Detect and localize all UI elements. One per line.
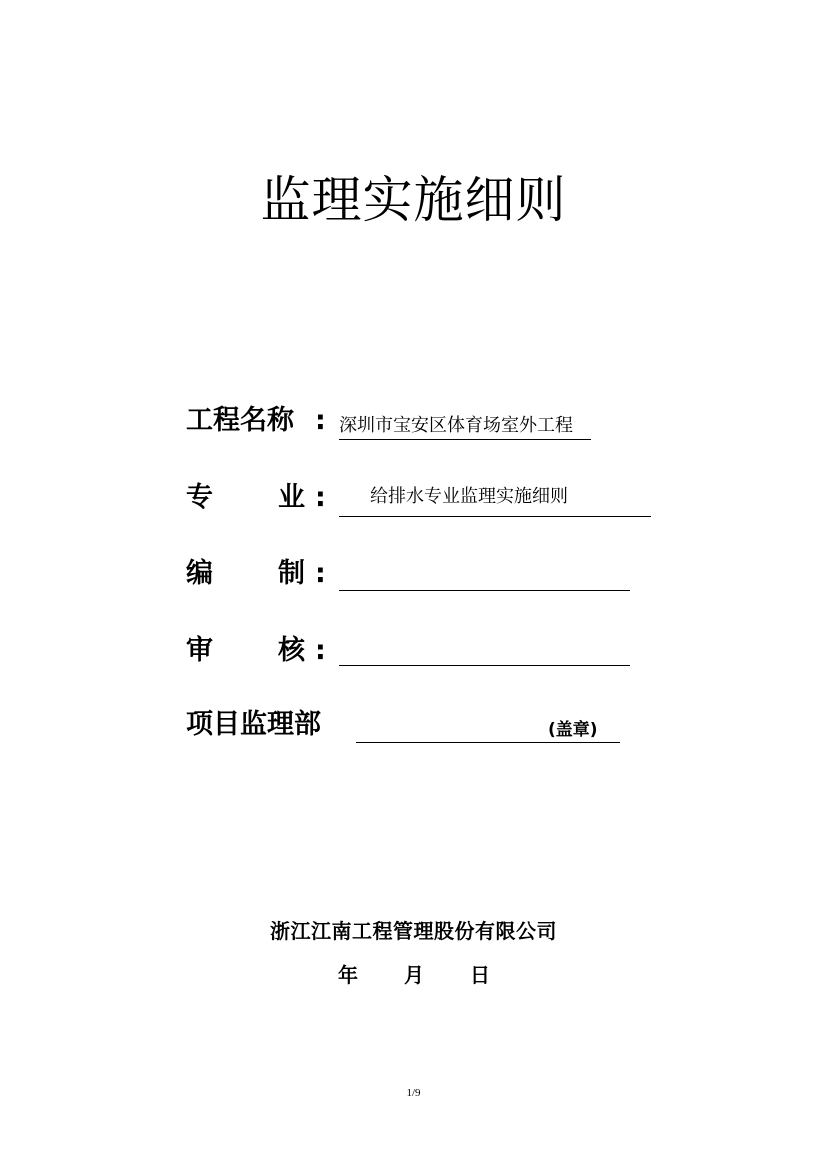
company-name: 浙江江南工程管理股份有限公司: [270, 919, 557, 943]
compiled-by-label-char2: 制: [278, 558, 305, 589]
specialty-label-char2: 业: [278, 482, 305, 513]
reviewed-by-label-char2: 核: [278, 635, 305, 666]
seal-note: (盖章): [548, 720, 598, 740]
project-name-label: 工程名称: [186, 405, 294, 436]
reviewed-by-colon: :: [315, 635, 326, 666]
specialty-colon: :: [315, 482, 326, 513]
project-name-value: 深圳市宝安区体育场室外工程: [339, 415, 573, 436]
document-title: 监理实施细则: [260, 171, 567, 229]
specialty-label-char1: 专: [186, 482, 213, 513]
project-name-underline: [339, 439, 591, 440]
specialty-value: 给排水专业监理实施细则: [370, 486, 568, 507]
compiled-by-label-char1: 编: [186, 558, 213, 589]
reviewed-by-label-char1: 审: [186, 635, 213, 666]
project-department-underline: [356, 742, 620, 743]
reviewed-by-underline: [339, 665, 630, 666]
specialty-label: [186, 481, 305, 515]
project-department-label: 项目监理部: [186, 709, 321, 740]
date-day: 日: [470, 963, 490, 987]
compiled-by-label: [186, 557, 305, 591]
reviewed-by-label: [186, 634, 305, 668]
project-name-colon: :: [315, 405, 326, 436]
compiled-by-underline: [339, 590, 630, 591]
specialty-underline: [339, 516, 651, 517]
page-number: 1/9: [406, 1087, 421, 1099]
compiled-by-colon: :: [315, 558, 326, 589]
date-year: 年: [338, 963, 358, 987]
date-month: 月: [404, 963, 424, 987]
